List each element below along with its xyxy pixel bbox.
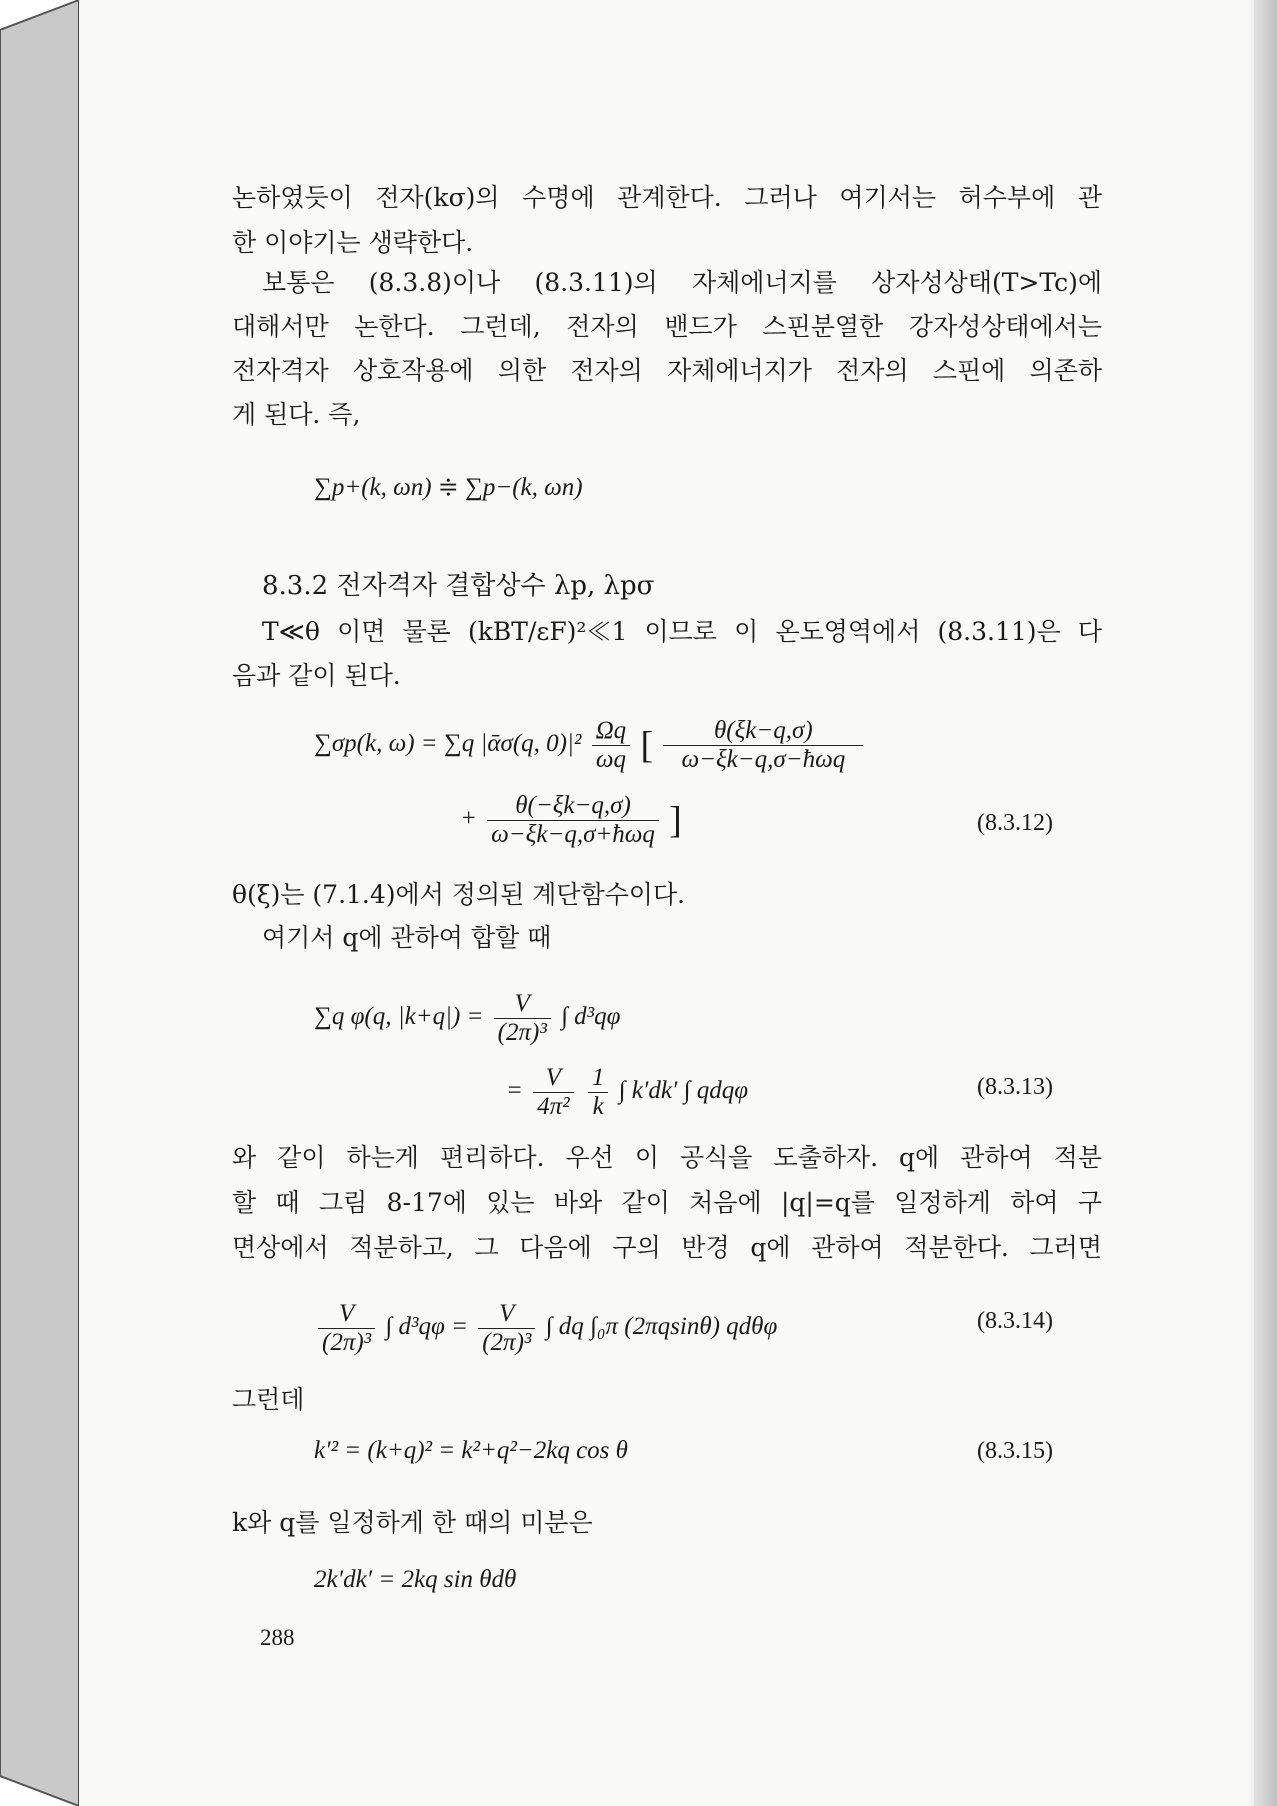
- page-shadow: [1247, 0, 1277, 1806]
- section-heading: 8.3.2 전자격자 결합상수 λp, λpσ: [262, 571, 655, 601]
- numerator: V: [533, 1064, 574, 1093]
- fraction: [533, 1064, 574, 1121]
- eq-lhs: ∑q φ(q, |k+q|) =: [314, 1003, 484, 1031]
- denominator: k: [592, 1093, 604, 1120]
- denominator: ω−ξk−q,σ+ħωq: [491, 821, 655, 848]
- eq-lhs: ∑σp(k, ω) = ∑q |ᾱσ(q, 0)|²: [314, 730, 582, 758]
- text-line: 게 된다. 즉,: [232, 400, 361, 429]
- equals-sign: =: [506, 1077, 523, 1105]
- text-line: 면상에서 적분하고, 그 다음에 구의 반경 q에 관하여 적분한다. 그러면: [232, 1233, 1102, 1262]
- left-bracket: [: [640, 724, 654, 767]
- equation-sigma-spin: ∑p+(k, ωn) ≑ ∑p−(k, ωn): [314, 474, 583, 501]
- equation-8-3-12-line2: [460, 792, 682, 849]
- equation-number: (8.3.15): [977, 1438, 1053, 1464]
- equation-differential: 2k′dk′ = 2kq sin θdθ: [314, 1566, 517, 1593]
- numerator: Ωq: [592, 717, 631, 746]
- denominator: 4π²: [537, 1093, 570, 1120]
- equation-number: (8.3.12): [977, 810, 1053, 836]
- denominator: (2π)³: [322, 1329, 372, 1356]
- fraction: [663, 717, 863, 774]
- text-line: 여기서 q에 관하여 합할 때: [262, 923, 552, 952]
- text-line: 보통은 (8.3.8)이나 (8.3.11)의 자체에너지를 상자성상태(T>Tc)에: [262, 268, 1102, 297]
- text-line: 음과 같이 된다.: [232, 661, 401, 690]
- numerator: V: [318, 1300, 375, 1329]
- fraction: [588, 1064, 609, 1121]
- text-line: 논하였듯이 전자(kσ)의 수명에 관계한다. 그러나 여기서는 허수부에 관: [232, 183, 1102, 212]
- text-line: T≪θ 이면 물론 (kBT/εF)²≪1 이므로 이 온도영역에서 (8.3.11)은 다: [262, 617, 1102, 646]
- numerator: V: [478, 1300, 535, 1329]
- numerator: θ(ξk−q,σ): [663, 717, 863, 746]
- text-line: 그런데: [232, 1385, 305, 1414]
- fraction: [592, 717, 631, 774]
- denominator: (2π)³: [482, 1329, 532, 1356]
- eq-rhs: ∫ dq ∫₀π (2πqsinθ) qdθφ: [545, 1313, 778, 1341]
- equation-number: (8.3.14): [977, 1308, 1053, 1334]
- text-line: 할 때 그림 8-17에 있는 바와 같이 처음에 |q|=q를 일정하게 하여 구: [232, 1188, 1102, 1217]
- equation-8-3-13-line2: [506, 1064, 748, 1121]
- equation-8-3-14: [314, 1300, 777, 1357]
- text-line: 와 같이 하는게 편리하다. 우선 이 공식을 도출하자. q에 관하여 적분: [232, 1143, 1102, 1172]
- fraction: [318, 1300, 375, 1357]
- fraction: [478, 1300, 535, 1357]
- plus-sign: +: [460, 805, 477, 833]
- equation-number: (8.3.13): [977, 1074, 1053, 1100]
- numerator: V: [494, 990, 551, 1019]
- equation-8-3-12-line1: [314, 717, 867, 774]
- numerator: 1: [588, 1064, 609, 1093]
- eq-rhs: ∫ k′dk′ ∫ qdqφ: [618, 1077, 749, 1105]
- text-line: θ(ξ)는 (7.1.4)에서 정의된 계단함수이다.: [232, 880, 686, 909]
- text-line: 한 이야기는 생략한다.: [232, 228, 474, 257]
- text-line: 전자격자 상호작용에 의한 전자의 자체에너지가 전자의 스핀에 의존하: [232, 356, 1102, 385]
- denominator: ω−ξk−q,σ−ħωq: [681, 746, 846, 773]
- eq-rhs: ∫ d³qφ: [561, 1003, 621, 1031]
- text-line: k와 q를 일정하게 한 때의 미분은: [232, 1508, 593, 1537]
- numerator: θ(−ξk−q,σ): [487, 792, 659, 821]
- fraction: [487, 792, 659, 849]
- equation-8-3-15: k′² = (k+q)² = k²+q²−2kq cos θ: [314, 1437, 628, 1464]
- right-bracket: ]: [669, 799, 682, 842]
- equation-8-3-13-line1: [314, 990, 621, 1047]
- fraction: [494, 990, 551, 1047]
- denominator: ωq: [595, 746, 626, 773]
- denominator: (2π)³: [497, 1019, 547, 1046]
- text-line: 대해서만 논한다. 그런데, 전자의 밴드가 스핀분열한 강자성상태에서는: [232, 312, 1102, 341]
- eq-lhs: ∫ d³qφ =: [385, 1313, 468, 1341]
- page-number: 288: [260, 1625, 295, 1650]
